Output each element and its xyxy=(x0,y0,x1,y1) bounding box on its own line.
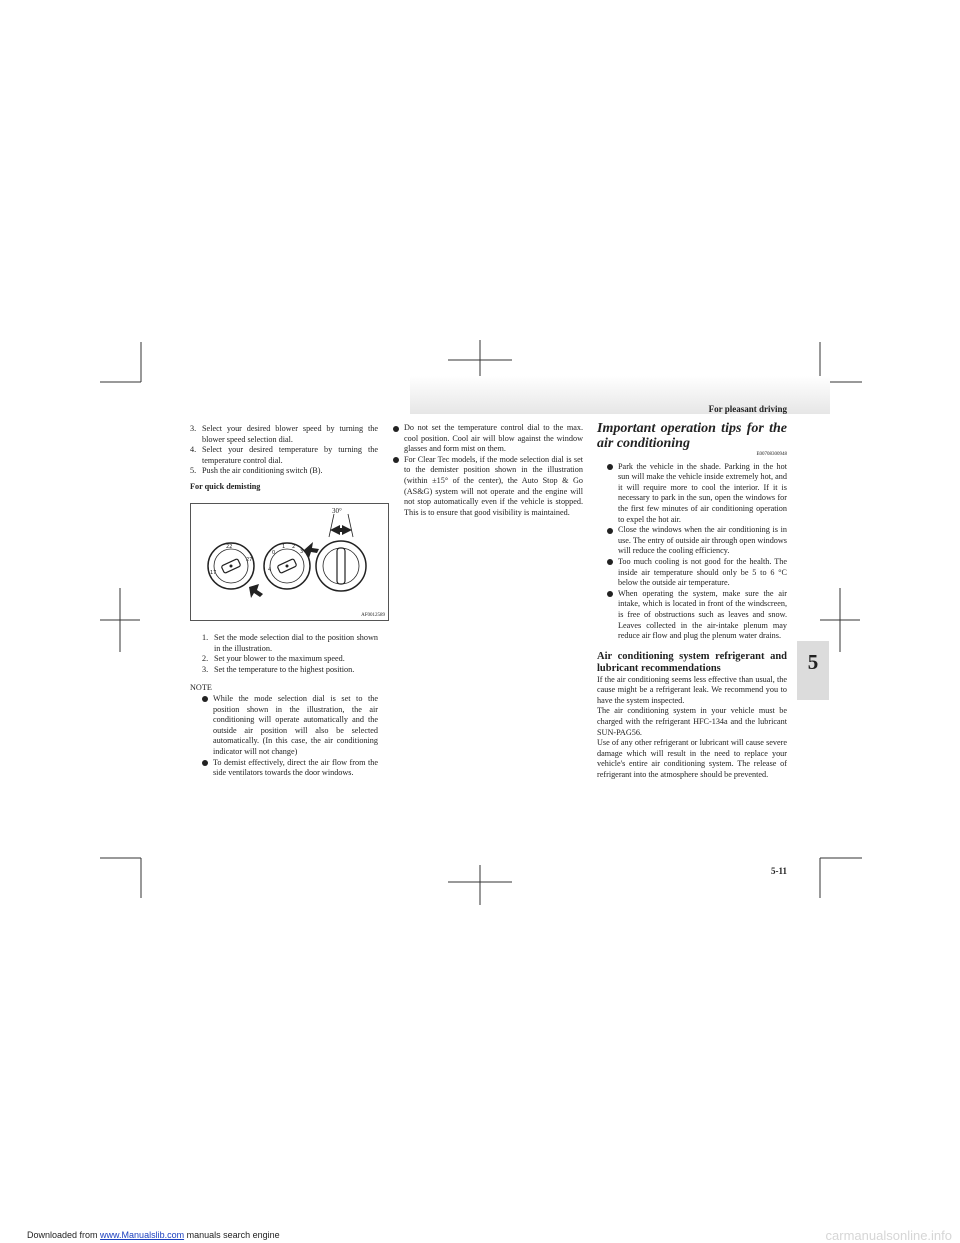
svg-text:27: 27 xyxy=(246,557,253,563)
bullet-icon xyxy=(393,457,399,463)
step-item: 1. Set the mode selection dial to the position shown in the illustration. xyxy=(202,633,378,653)
middle-column xyxy=(393,423,583,518)
left-column xyxy=(190,424,378,493)
svg-text:3: 3 xyxy=(300,549,304,555)
left-column-lower xyxy=(190,633,378,779)
step-item: 3. Select your desired blower speed by turning the blower speed selection dial. xyxy=(190,424,378,444)
refrigerant-paragraph: Use of any other refrigerant or lubricant will cause severe damage which will result in the need to replace your vehicle's entire air conditioning system. The release of refrigerant into the atmosphere should be prevented. xyxy=(597,738,787,780)
page-number: 5-11 xyxy=(770,866,787,876)
download-source-line: Downloaded from www.Manualslib.com manuals search engine xyxy=(27,1230,280,1240)
note-item: While the mode selection dial is set to the position shown in the illustration, the air conditioning will operate automatically and the outside air position will also be selected automatically. (In this case, the air conditioning indicator will not change) xyxy=(202,694,378,758)
note-label: NOTE xyxy=(190,683,212,693)
refrigerant-paragraph: The air conditioning system in your vehicle must be charged with the refrigerant HFC-134a and the lubricant SUN-PAG56. xyxy=(597,706,787,737)
svg-text:1: 1 xyxy=(282,544,286,550)
tips-heading-code: E00708300948 xyxy=(756,452,787,457)
chapter-number: 5 xyxy=(807,650,819,674)
bullet-icon xyxy=(607,528,613,534)
bullet-icon xyxy=(202,696,208,702)
quick-demisting-heading: For quick demisting xyxy=(190,481,261,491)
manualslib-link[interactable]: www.Manualslib.com xyxy=(100,1230,185,1240)
bullet-icon xyxy=(607,559,613,565)
tip-item: Close the windows when the air conditioning is in use. The entry of outside air through open windows will reduce the cooling efficiency. xyxy=(607,525,787,557)
caution-item: Do not set the temperature control dial to the max. cool position. Cool air will blow against the window glasses and form mist on them. xyxy=(393,423,583,455)
svg-text:4: 4 xyxy=(268,567,272,573)
right-column xyxy=(597,422,787,781)
header-title: For pleasant driving xyxy=(708,404,787,414)
step-item: 5. Push the air conditioning switch (B). xyxy=(190,466,323,476)
svg-text:17: 17 xyxy=(210,570,217,576)
tip-item: Park the vehicle in the shade. Parking in the hot sun will make the vehicle inside extremely hot, and it will require more to cool the interior. If it is necessary to park in the sun, open the windows for the first few minutes of air conditioning operation to expel the hot air. xyxy=(607,462,787,526)
bullet-icon xyxy=(393,426,399,432)
note-item: To demist effectively, direct the air flow from the side ventilators towards the door windows. xyxy=(202,758,378,779)
bullet-icon xyxy=(607,464,613,470)
tip-item: When operating the system, make sure the air intake, which is located in front of the windscreen, is free of obstructions such as leaves and snow. Leaves collected in the air-intake plenum may reduce air flow and plug the plenum water drains. xyxy=(607,589,787,642)
tip-item: Too much cooling is not good for the health. The inside air temperature should only be 5 to 6 °C below the outside air temperature. xyxy=(607,557,787,589)
step-item: 2. Set your blower to the maximum speed. xyxy=(202,654,345,664)
step-item: 3. Set the temperature to the highest position. xyxy=(202,664,355,674)
dial-diagram xyxy=(191,504,388,620)
bullet-icon xyxy=(202,760,208,766)
step-item: 4. Select your desired temperature by turning the temperature control dial. xyxy=(190,445,378,465)
angle-label: 30° xyxy=(332,507,342,515)
svg-text:22: 22 xyxy=(226,544,233,550)
svg-text:0: 0 xyxy=(272,550,276,556)
demisting-illustration xyxy=(190,503,389,621)
bullet-icon xyxy=(607,591,613,597)
caution-item: For Clear Tec models, if the mode selection dial is set to the demister position shown in the illustration (within ±15° of the center), the Auto Stop & Go (AS&G) system will not operate and the engine will not stop automatically even if the vehicle is stopped. This is to ensure that good visibility is maintained. xyxy=(393,455,583,519)
figure-code: AF0012589 xyxy=(361,613,385,618)
refrigerant-paragraph: If the air conditioning seems less effective than usual, the cause might be a refrigerant leak. We recommend you to have the system inspected. xyxy=(597,674,787,705)
watermark: carmanualsonline.info xyxy=(825,1228,952,1243)
tips-heading: Important operation tips for the air conditioning xyxy=(597,421,787,451)
svg-text:2: 2 xyxy=(292,544,296,550)
refrigerant-heading: Air conditioning system refrigerant and lubricant recommendations xyxy=(597,650,787,674)
